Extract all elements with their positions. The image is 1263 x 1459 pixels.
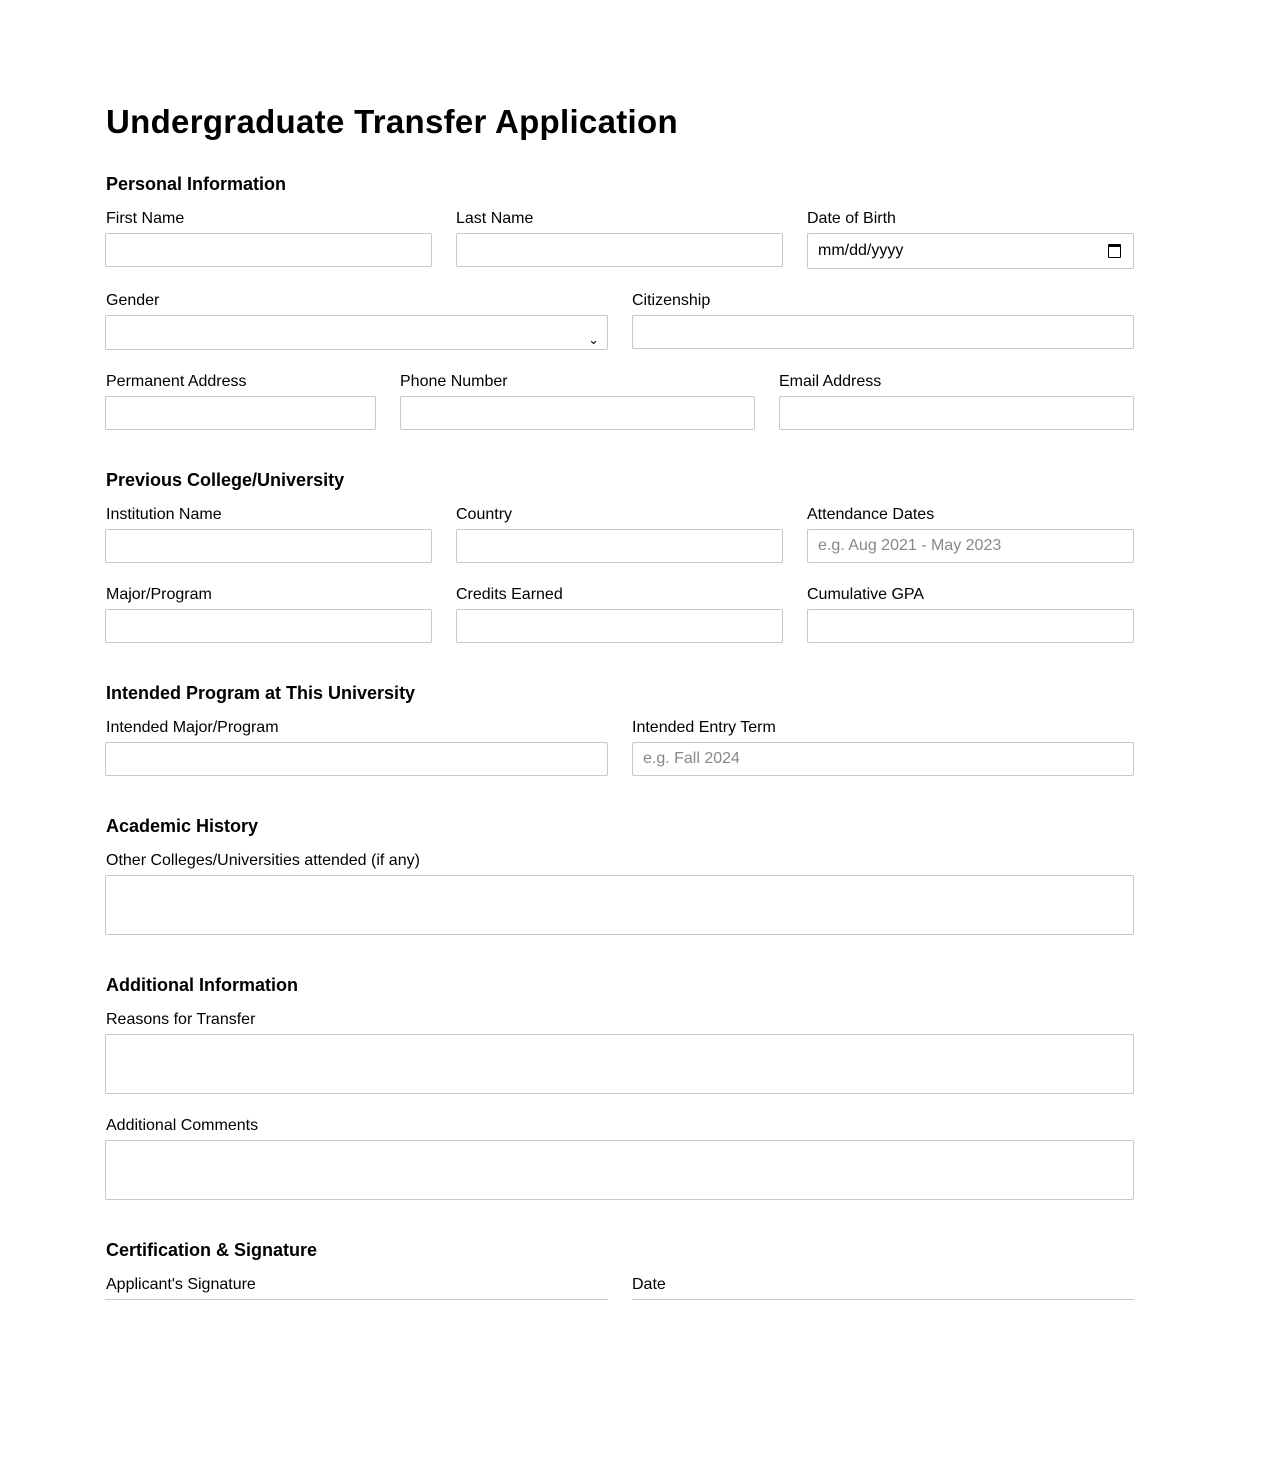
last-name-label: Last Name (456, 210, 534, 227)
phone-label: Phone Number (400, 373, 508, 390)
country-input[interactable] (456, 529, 783, 563)
email-input[interactable] (779, 396, 1134, 430)
section-history-heading: Academic History (106, 816, 259, 836)
page-title: Undergraduate Transfer Application (106, 103, 678, 140)
credits-label: Credits Earned (456, 586, 563, 603)
other-colleges-label: Other Colleges/Universities attended (if any) (106, 852, 420, 869)
signature-date-line[interactable] (632, 1299, 1134, 1300)
section-personal-heading: Personal Information (106, 174, 287, 194)
dob-label: Date of Birth (807, 210, 896, 227)
country-label: Country (456, 506, 513, 523)
entry-term-input[interactable] (632, 742, 1134, 776)
intended-major-label: Intended Major/Program (106, 719, 279, 736)
major-input[interactable] (105, 609, 432, 643)
intended-major-input[interactable] (105, 742, 608, 776)
calendar-icon[interactable] (1108, 244, 1121, 258)
first-name-input[interactable] (105, 233, 432, 267)
first-name-label: First Name (106, 210, 185, 227)
institution-input[interactable] (105, 529, 432, 563)
attendance-dates-placeholder: e.g. Aug 2021 - May 2023 (818, 537, 1002, 554)
section-previous-heading: Previous College/University (106, 470, 345, 490)
last-name-input[interactable] (456, 233, 783, 267)
dob-input[interactable] (807, 233, 1134, 269)
section-intended-heading: Intended Program at This University (106, 683, 416, 703)
signature-line[interactable] (105, 1299, 608, 1300)
gpa-label: Cumulative GPA (807, 586, 925, 603)
phone-input[interactable] (400, 396, 755, 430)
reasons-textarea[interactable] (105, 1034, 1134, 1094)
chevron-down-icon: ⌄ (588, 332, 599, 347)
gender-label: Gender (106, 292, 160, 309)
comments-label: Additional Comments (106, 1117, 259, 1134)
major-label: Major/Program (106, 586, 212, 603)
signature-date-label: Date (632, 1276, 666, 1293)
section-additional-heading: Additional Information (106, 975, 298, 995)
address-input[interactable] (105, 396, 376, 430)
citizenship-input[interactable] (632, 315, 1134, 349)
gpa-input[interactable] (807, 609, 1134, 643)
gender-select[interactable] (105, 315, 608, 350)
entry-term-label: Intended Entry Term (632, 719, 776, 736)
comments-textarea[interactable] (105, 1140, 1134, 1200)
citizenship-label: Citizenship (632, 292, 711, 309)
email-label: Email Address (779, 373, 882, 390)
entry-term-placeholder: e.g. Fall 2024 (643, 750, 740, 767)
credits-input[interactable] (456, 609, 783, 643)
attendance-dates-label: Attendance Dates (807, 506, 935, 523)
attendance-dates-input[interactable] (807, 529, 1134, 563)
signature-label: Applicant's Signature (106, 1276, 256, 1293)
address-label: Permanent Address (106, 373, 247, 390)
other-colleges-textarea[interactable] (105, 875, 1134, 935)
institution-label: Institution Name (106, 506, 222, 523)
reasons-label: Reasons for Transfer (106, 1011, 256, 1028)
section-certification-heading: Certification & Signature (106, 1240, 318, 1260)
dob-placeholder: mm/dd/yyyy (818, 242, 904, 259)
